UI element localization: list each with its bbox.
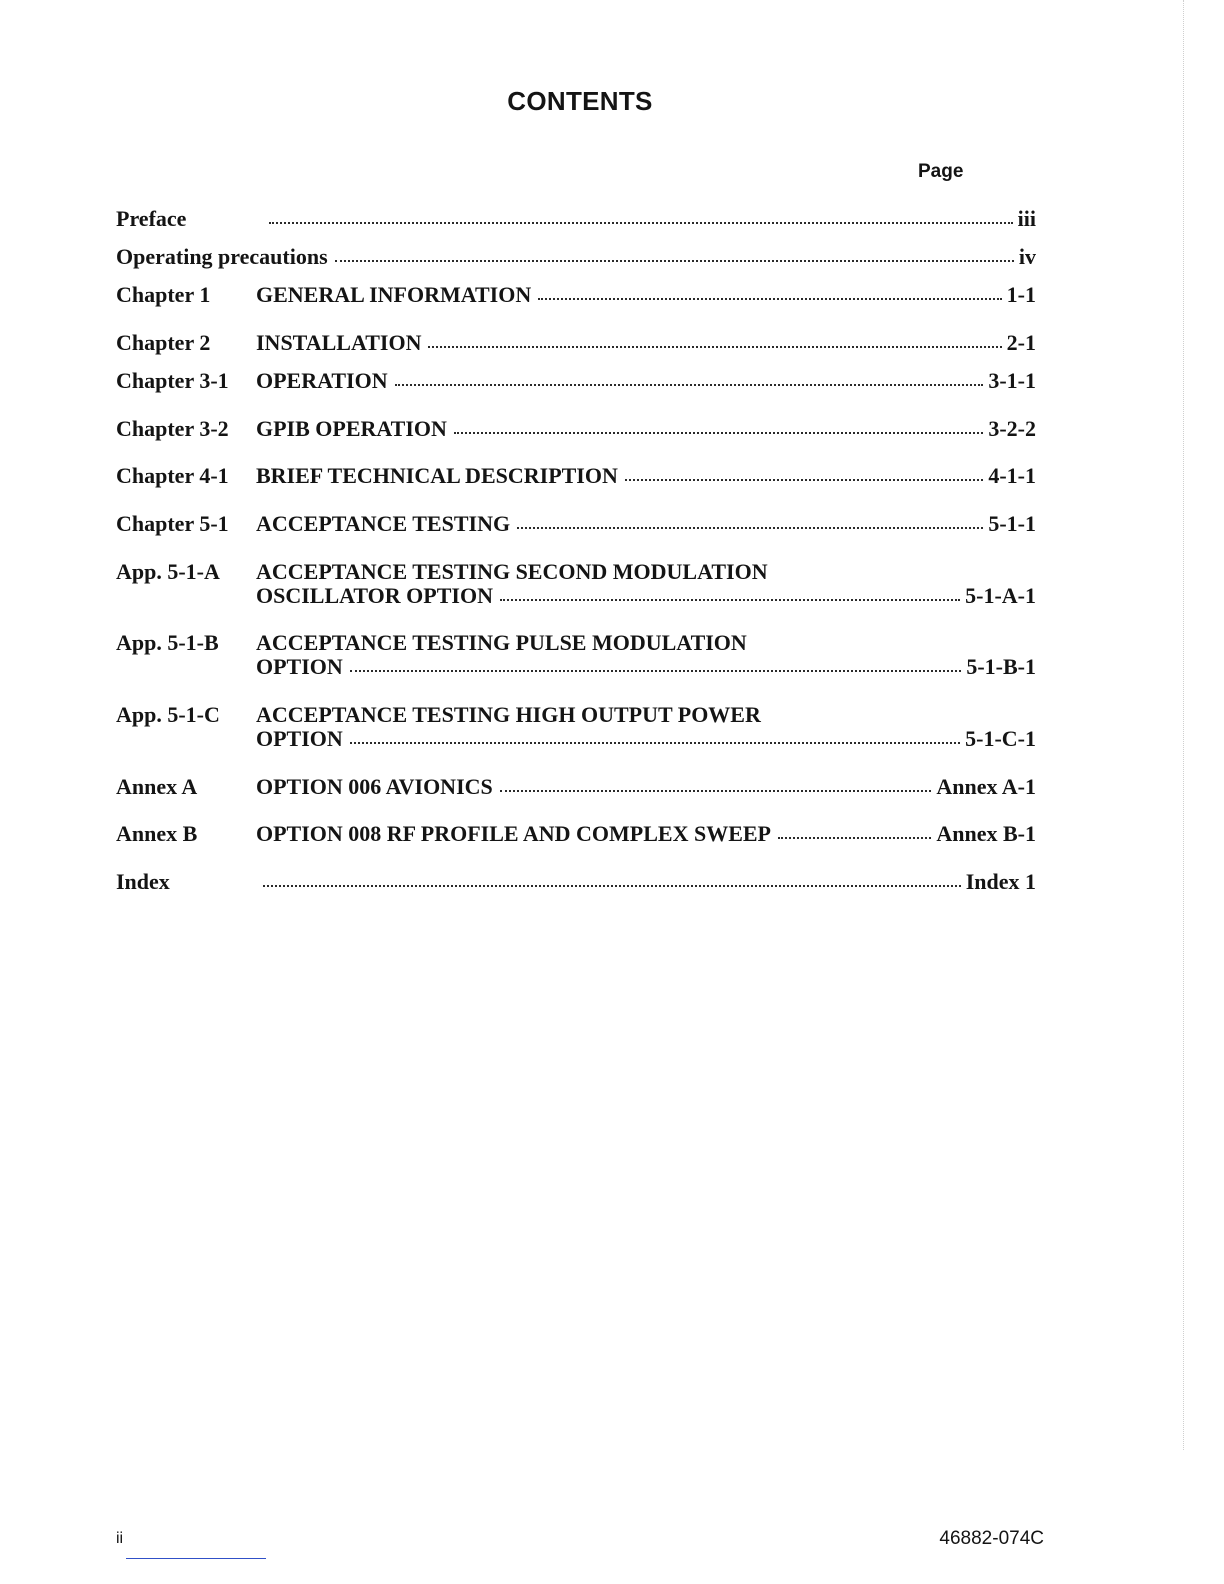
leader-dots [350, 740, 960, 744]
toc-entry-title: INSTALLATION [256, 330, 422, 355]
toc-entry-label: Chapter 3-2 [116, 416, 229, 441]
toc-entry-line [256, 331, 1036, 355]
toc-entry-line [256, 631, 1036, 655]
toc-entry-line [256, 727, 1036, 751]
toc-page-number: 4-1-1 [988, 463, 1036, 488]
toc-entry-title: BRIEF TECHNICAL DESCRIPTION [256, 463, 618, 488]
toc-page-number: iii [1017, 206, 1036, 231]
toc-entry-line [256, 584, 1036, 608]
toc-page-number: 5-1-A-1 [965, 583, 1036, 608]
toc-entry-label: App. 5-1-C [116, 702, 220, 727]
page-column-header: Page [918, 161, 964, 182]
leader-dots [454, 430, 983, 434]
leader-dots [778, 835, 931, 839]
toc-entry-line [256, 822, 1036, 846]
footer-page-number: ii [116, 1530, 124, 1547]
toc-page-number: 3-2-2 [988, 416, 1036, 441]
toc-entry-title: OPTION 006 AVIONICS [256, 774, 493, 799]
toc-entry-title-continued: OPTION [256, 726, 343, 751]
toc-entry-label: Index [116, 869, 170, 894]
toc-entry-line [256, 283, 1036, 307]
toc-page-number: Index 1 [965, 869, 1036, 894]
toc-entry-line [256, 512, 1036, 536]
footer-rule [126, 1558, 266, 1559]
toc-page-number: Annex A-1 [936, 774, 1036, 799]
scan-edge-line [1183, 0, 1184, 1450]
toc-entry-title: OPERATION [256, 368, 388, 393]
leader-dots [269, 220, 1013, 224]
leader-dots [395, 382, 984, 386]
toc-entry-title: GENERAL INFORMATION [256, 282, 532, 307]
toc-page-number: 3-1-1 [988, 368, 1036, 393]
toc-entry-line [256, 560, 1036, 584]
toc-entry-line [256, 417, 1036, 441]
leader-dots [538, 296, 1001, 300]
toc-entry-title: ACCEPTANCE TESTING PULSE MODULATION [256, 630, 747, 655]
toc-entry-line [256, 207, 1036, 231]
toc-entry-title: GPIB OPERATION [256, 416, 447, 441]
toc-entry-title: Operating precautions [116, 244, 328, 269]
toc-entry-line [256, 655, 1036, 679]
footer-document-code: 46882-074C [939, 1528, 1044, 1549]
toc-entry-title: ACCEPTANCE TESTING [256, 511, 511, 536]
toc-entry-label: Chapter 5-1 [116, 511, 229, 536]
leader-dots [500, 597, 960, 601]
toc-page-number: 1-1 [1006, 282, 1036, 307]
page-title: CONTENTS [507, 86, 653, 116]
toc-entry-label: Chapter 2 [116, 330, 211, 355]
toc-entry-title-continued: OSCILLATOR OPTION [256, 583, 493, 608]
toc-page-number: 5-1-1 [988, 511, 1036, 536]
leader-dots [500, 788, 932, 792]
toc-entry-line [256, 369, 1036, 393]
toc-entry-line [256, 775, 1036, 799]
toc-entry-title: ACCEPTANCE TESTING SECOND MODULATION [256, 559, 768, 584]
toc-page-number: iv [1018, 244, 1036, 269]
leader-dots [263, 883, 961, 887]
toc-entry-line [116, 245, 1036, 269]
toc-entry-label: App. 5-1-B [116, 630, 219, 655]
toc-entry-label: Preface [116, 206, 187, 231]
toc-entry-label: Annex A [116, 774, 198, 799]
toc-entry-title: ACCEPTANCE TESTING HIGH OUTPUT POWER [256, 702, 761, 727]
toc-entry-line [256, 703, 1036, 727]
toc-entry-label: Chapter 4-1 [116, 463, 229, 488]
toc-page-number: 2-1 [1006, 330, 1036, 355]
toc-entry-label: Annex B [116, 821, 198, 846]
leader-dots [625, 477, 983, 481]
leader-dots [428, 344, 1001, 348]
toc-entry-label: Chapter 1 [116, 282, 211, 307]
toc-entry-title: OPTION 008 RF PROFILE AND COMPLEX SWEEP [256, 821, 771, 846]
toc-entry-label: App. 5-1-A [116, 559, 220, 584]
toc-page-number: 5-1-B-1 [966, 654, 1036, 679]
toc-entry-label: Chapter 3-1 [116, 368, 229, 393]
toc-entry-line [256, 870, 1036, 894]
leader-dots [350, 668, 962, 672]
leader-dots [335, 258, 1014, 262]
toc-page-number: 5-1-C-1 [965, 726, 1036, 751]
toc-entry-title-continued: OPTION [256, 654, 343, 679]
toc-entry-line [256, 464, 1036, 488]
leader-dots [517, 525, 983, 529]
toc-page-number: Annex B-1 [936, 821, 1036, 846]
